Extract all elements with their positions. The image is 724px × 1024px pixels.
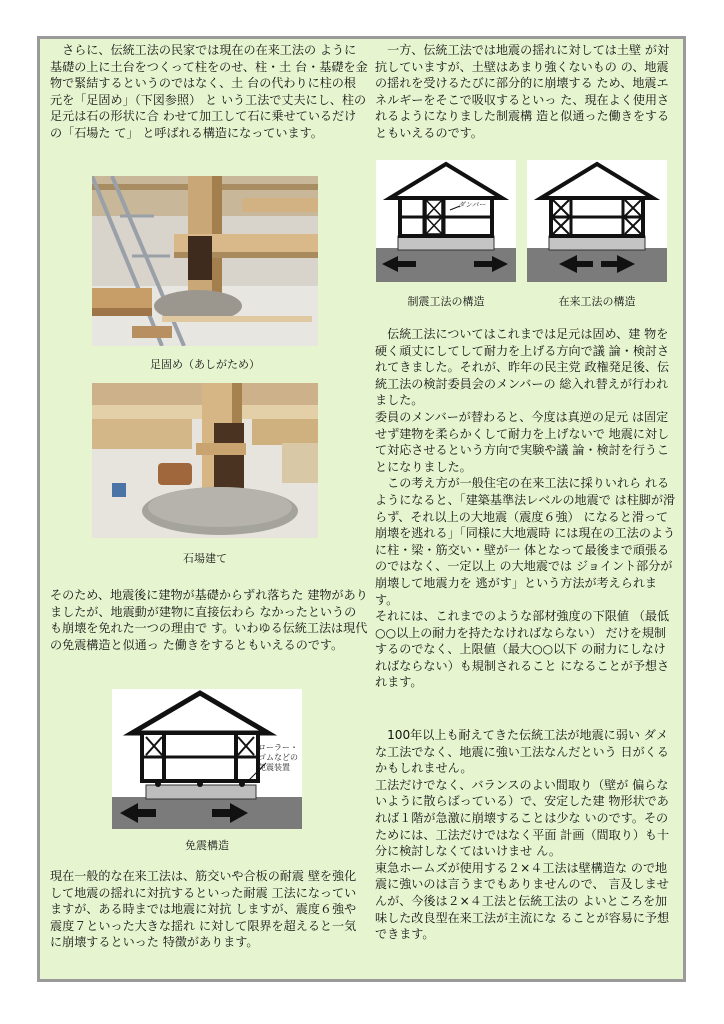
ashigatame-photo [92, 176, 318, 346]
caption-conventional-method: 在来工法の構造 [558, 295, 636, 308]
right-column-middle [375, 326, 677, 691]
left-paragraph-3: 現在一般的な在来工法は、筋交いや合板の耐震 壁を強化して地震の揺れに対抗するといった耐震 工法になっていますが、ある時までは地震に対抗 しますが、震度６強や震度７といった大きな揺れ に対して限界を超えると一気に崩壊するといった 特徴があります。 [50, 869, 357, 950]
right-paragraph-2: 伝統工法についてはこれまでは足元は固め、建 物を硬く頑丈にしてして耐力を上げる方向で議 論・検討されてきました。それが、昨年の民主党 政権発足後、伝統工法の検討委員会のメンバーの 総入れ替えが行われました。 委員のメンバーが替わると、今度は真逆の足元 は固定せず建物を柔らかくして耐力を上げないで 地震に対して対応させるという方向で実験や議 論・検討を行うことになりました。 この考え方が一般住宅の在来工法に採りいれら れるようになると、「建築基準法レベルの地震で は柱脚が滑らず、それ以上の大地震（震度６強） になると滑って崩壊を逃れる」「同様に大地震時 には現在の工法のように柱・梁・筋交い・壁が一 体となって最後まで頑張るのではなく、一定以上 の大地震では ジョイント部分が崩壊して地震力を 逃がす」という方法が考えられます。 それには、これまでのような部材強度の下限値 （最低○○以上の耐力を持たなければならない） だけを規制するのでなく、上限値（最大○○以下 の耐力にしなければならない）も規制されること になることが予想されます。 [375, 327, 676, 690]
right-paragraph-1: 一方、伝統工法では地震の揺れに対しては土壁 が対抗していますが、土壁はあまり強くないもの の、地震の揺れを受けるたびに部分的に崩壊する ため、地震エネルギーをそこで吸収するといっ た、現在よく使用されるようになりました制震構 造と似通った働きをするともいえるのです。 [375, 43, 670, 140]
ishibadate-photo [92, 383, 318, 538]
damper-label: ダンパー [458, 201, 486, 209]
isolation-device-label [258, 743, 298, 773]
isolation-label-line-3: 免震装置 [258, 763, 290, 772]
caption-seismic-isolation: 免震構造 [185, 839, 229, 852]
isolation-label-line-1: ローラー・ [258, 743, 298, 752]
left-column-lower [50, 587, 368, 653]
right-paragraph-3: 100年以上も耐えてきた伝統工法が地震に弱い ダメな工法でなく、地震に強い工法なんだという 日がくるかもしれません。 工法だけでなく、バランスのよい間取り（壁が 偏らないように散らばっている）で、安定した建 物形状であれば１階が急激に崩壊することは少な いのです。そのためには、工法だけではなく平面 計画（間取り）も十分に検討しなくてはいけませ ん。 東急ホームズが使用する２×４工法は壁構造な ので地震に強いのは言うまでもありませんので、 言及しませんが、今後は２×４工法と伝統工法の よいところを加味した改良型在来工法が主流にな ることが容易に予想できます。 [375, 728, 670, 942]
caption-ishibadate: 石場建て [183, 552, 227, 565]
conventional-method-diagram [527, 160, 667, 282]
left-column-bottom [50, 868, 368, 951]
right-column [375, 42, 677, 142]
caption-vibration-control: 制震工法の構造 [407, 295, 485, 308]
caption-ashigatame: 足固め（あしがため） [150, 358, 260, 371]
seismic-isolation-diagram [112, 689, 302, 829]
vibration-control-diagram [376, 160, 516, 282]
left-paragraph-2: そのため、地震後に建物が基礎からずれ落ちた 建物がありましたが、地震動が建物に直接伝わら なかったというのも崩壊を免れた一つの理由で す。いわゆる伝統工法は現代の免震構造と似通っ た働きをするともいえるのです。 [50, 588, 368, 652]
right-column-bottom [375, 727, 677, 943]
left-column [50, 42, 368, 142]
isolation-label-line-2: ゴムなどの [258, 753, 298, 762]
left-paragraph-1: さらに、伝統工法の民家では現在の在来工法の ように基礎の上に土台をつくって柱をのせ、柱・土 台・基礎を金物で緊結するというのではなく、土 台の代わりに柱の根元を「足固め」（下図参照） と いう工法で丈夫にし、柱の足元は石の形状に合 わせて加工して石に乗せているだけの「石場た て」 と呼ばれる構造になっています。 [50, 43, 368, 140]
